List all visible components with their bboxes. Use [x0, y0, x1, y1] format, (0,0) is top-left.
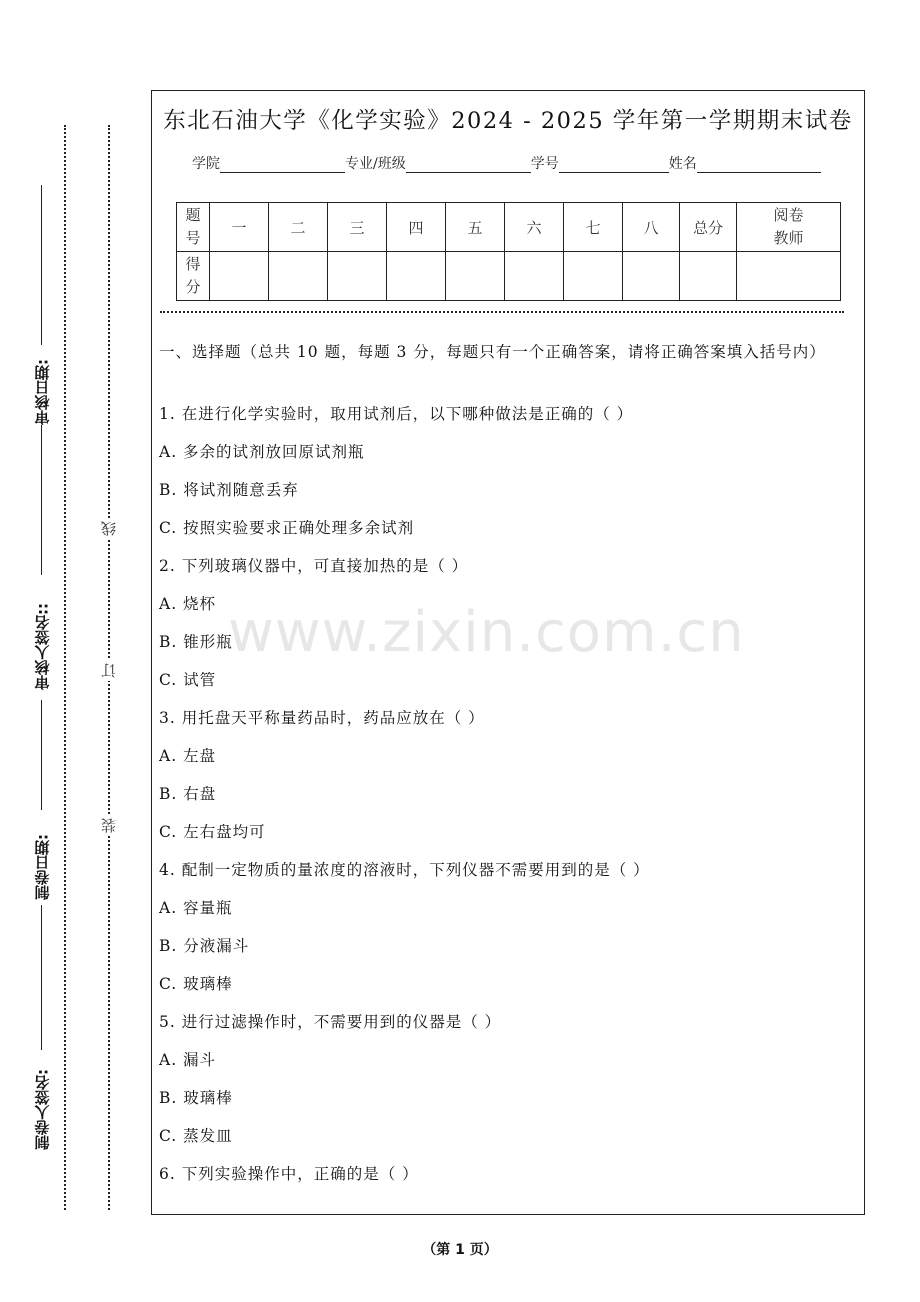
binding-mark-ding: 订 — [98, 660, 120, 681]
option: B. 玻璃棒 — [159, 1089, 233, 1107]
question-stem: 6. 下列实验操作中，正确的是（ ） — [159, 1165, 419, 1183]
option: B. 将试剂随意丢弃 — [159, 481, 299, 499]
review-date-label: 审核日期: — [33, 359, 52, 425]
signature-line — [41, 425, 42, 575]
section-heading: 一、选择题（总共 10 题，每题 3 分，每题只有一个正确答案，请将正确答案填入括号内） — [159, 343, 826, 361]
binding-mark-xian: 线 — [98, 518, 120, 539]
option: A. 漏斗 — [159, 1051, 217, 1069]
question-stem: 3. 用托盘天平称量药品时，药品应放在（ ） — [159, 709, 485, 727]
col-header: 二 — [269, 203, 328, 252]
field-label-major-class: 专业/班级 — [345, 156, 406, 172]
row-label-text: 题号 — [185, 206, 201, 247]
field-label-student-id: 学号 — [530, 156, 559, 172]
exam-title: 东北石油大学《化学实验》2024 - 2025 学年第一学期期末试卷 — [163, 108, 853, 134]
maker-date-label: 制卷日期: — [33, 834, 52, 900]
col-header: 五 — [446, 203, 505, 252]
col-header: 八 — [623, 203, 680, 252]
score-table-header-row — [177, 203, 841, 252]
binding-mark-zhuang: 装 — [98, 815, 120, 836]
score-cell[interactable] — [269, 252, 328, 301]
college-blank[interactable] — [220, 156, 345, 173]
score-cell[interactable] — [623, 252, 680, 301]
score-cell[interactable] — [328, 252, 387, 301]
option: B. 分液漏斗 — [159, 937, 250, 955]
score-table — [176, 202, 841, 301]
score-cell[interactable] — [210, 252, 269, 301]
student-id-blank[interactable] — [559, 156, 669, 173]
row-label-text: 得分 — [185, 255, 201, 296]
col-header: 四 — [387, 203, 446, 252]
question-stem: 1. 在进行化学实验时，取用试剂后，以下哪种做法是正确的（ ） — [159, 405, 634, 423]
option: C. 按照实验要求正确处理多余试剂 — [159, 519, 415, 537]
major-class-blank[interactable] — [406, 156, 531, 173]
score-cell[interactable] — [446, 252, 505, 301]
row-label-question — [177, 203, 210, 252]
score-cell[interactable] — [387, 252, 446, 301]
question-stem: 2. 下列玻璃仪器中，可直接加热的是（ ） — [159, 557, 469, 575]
row-label-score — [177, 252, 210, 301]
signature-line — [41, 700, 42, 810]
score-cell[interactable] — [564, 252, 623, 301]
option: C. 蒸发皿 — [159, 1127, 233, 1145]
option: B. 右盘 — [159, 785, 217, 803]
option: C. 左右盘均可 — [159, 823, 266, 841]
question-stem: 4. 配制一定物质的量浓度的溶液时，下列仪器不需要用到的是（ ） — [159, 861, 650, 879]
question-stem: 5. 进行过滤操作时，不需要用到的仪器是（ ） — [159, 1013, 502, 1031]
option: A. 左盘 — [159, 747, 217, 765]
col-header-total: 总分 — [680, 203, 737, 252]
option: B. 锥形瓶 — [159, 633, 233, 651]
binding-dotted-line-outer — [64, 125, 66, 1210]
field-label-name: 姓名 — [668, 156, 697, 172]
option: C. 玻璃棒 — [159, 975, 233, 993]
reviewer-signature-label: 审核人签名:: — [33, 603, 52, 690]
page-number: （第 1 页） — [422, 1242, 498, 1258]
signature-line — [41, 185, 42, 345]
option: A. 容量瓶 — [159, 899, 233, 917]
total-score-cell[interactable] — [680, 252, 737, 301]
option: A. 烧杯 — [159, 595, 217, 613]
option: C. 试管 — [159, 671, 217, 689]
option: A. 多余的试剂放回原试剂瓶 — [159, 443, 365, 461]
col-header: 三 — [328, 203, 387, 252]
col-header: 七 — [564, 203, 623, 252]
name-blank[interactable] — [697, 156, 821, 173]
signature-line — [41, 905, 42, 1050]
score-table-score-row — [177, 252, 841, 301]
maker-signature-label: 制卷人签名: — [33, 1069, 52, 1150]
col-header: 六 — [505, 203, 564, 252]
watermark: www.zixin.com.cn — [228, 600, 745, 665]
field-label-college: 学院 — [192, 156, 220, 172]
grader-cell[interactable] — [737, 252, 841, 301]
grader-text: 阅卷教师 — [773, 206, 804, 247]
header-separator — [160, 311, 844, 313]
student-info-row — [192, 153, 821, 173]
col-header-grader — [737, 203, 841, 252]
score-cell[interactable] — [505, 252, 564, 301]
col-header: 一 — [210, 203, 269, 252]
